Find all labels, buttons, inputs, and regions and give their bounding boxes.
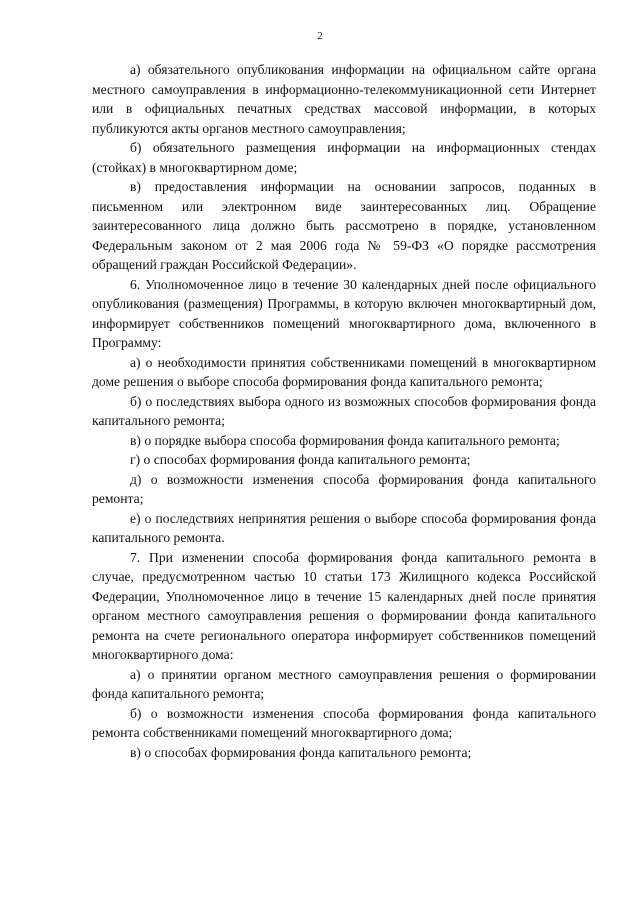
paragraph-6-g: г) о способах формирования фонда капитального ремонта; xyxy=(130,452,471,467)
document-body xyxy=(92,60,596,762)
paragraph-6-d: д) о возможности изменения способа формирования фонда капитального ремонта; xyxy=(92,471,596,506)
paragraph-v-requests: в) предоставления информации на основании запросов, поданных в письменном или электронном виде заинтересованных лиц. Обращение заинтересованного лица должно быть рассмотрено в порядке, установленном Федеральным законом от 2 мая 2006 года № 59-ФЗ «О порядке рассмотрения обращений граждан Российской Федерации». xyxy=(92,179,596,272)
page-number: 2 xyxy=(317,30,323,42)
paragraph-b-stands: б) обязательного размещения информации на информационных стендах (стойках) в многоквартирном доме; xyxy=(92,140,596,175)
paragraph-6-e: е) о последствиях непринятия решения о выборе способа формирования фонда капитального ремонта. xyxy=(92,510,596,545)
paragraph-7-v: в) о способах формирования фонда капитального ремонта; xyxy=(130,744,472,760)
paragraph-7-a: а) о принятии органом местного самоуправления решения о формировании фонда капитального ремонта; xyxy=(92,666,596,701)
paragraph-7: 7. При изменении способа формирования фонда капитального ремонта в случае, предусмотренном частью 10 статьи 173 Жилищного кодекса Российской Федерации, Уполномоченное лицо в течение 15 календарных дней после принятия органом местного самоуправления решения о формировании фонда капитального ремонта на счете регионального оператора информирует собственников помещений многоквартирного дома: xyxy=(92,549,596,662)
paragraph-a-publication: а) обязательного опубликования информации на официальном сайте органа местного самоуправления в информационно-телекоммуникационной сети Интернет или в официальных печатных средствах массовой информации, в которых публикуются акты органов местного самоуправления; xyxy=(92,62,596,136)
paragraph-6: 6. Уполномоченное лицо в течение 30 календарных дней после официального опубликования (размещения) Программы, в которую включен многоквартирный дом, информирует собственников помещений многоквартирного дома, включенного в Программу: xyxy=(92,276,596,350)
paragraph-6-b: б) о последствиях выбора одного из возможных способов формирования фонда капитального ремонта; xyxy=(92,393,596,428)
paragraph-6-a: а) о необходимости принятия собственниками помещений в многоквартирном доме решения о выборе способа формирования фонда капитального ремонта; xyxy=(92,354,596,389)
paragraph-6-v: в) о порядке выбора способа формирования фонда капитального ремонта; xyxy=(130,432,560,448)
paragraph-7-b: б) о возможности изменения способа формирования фонда капитального ремонта собственниками помещений многоквартирного дома; xyxy=(92,705,596,740)
